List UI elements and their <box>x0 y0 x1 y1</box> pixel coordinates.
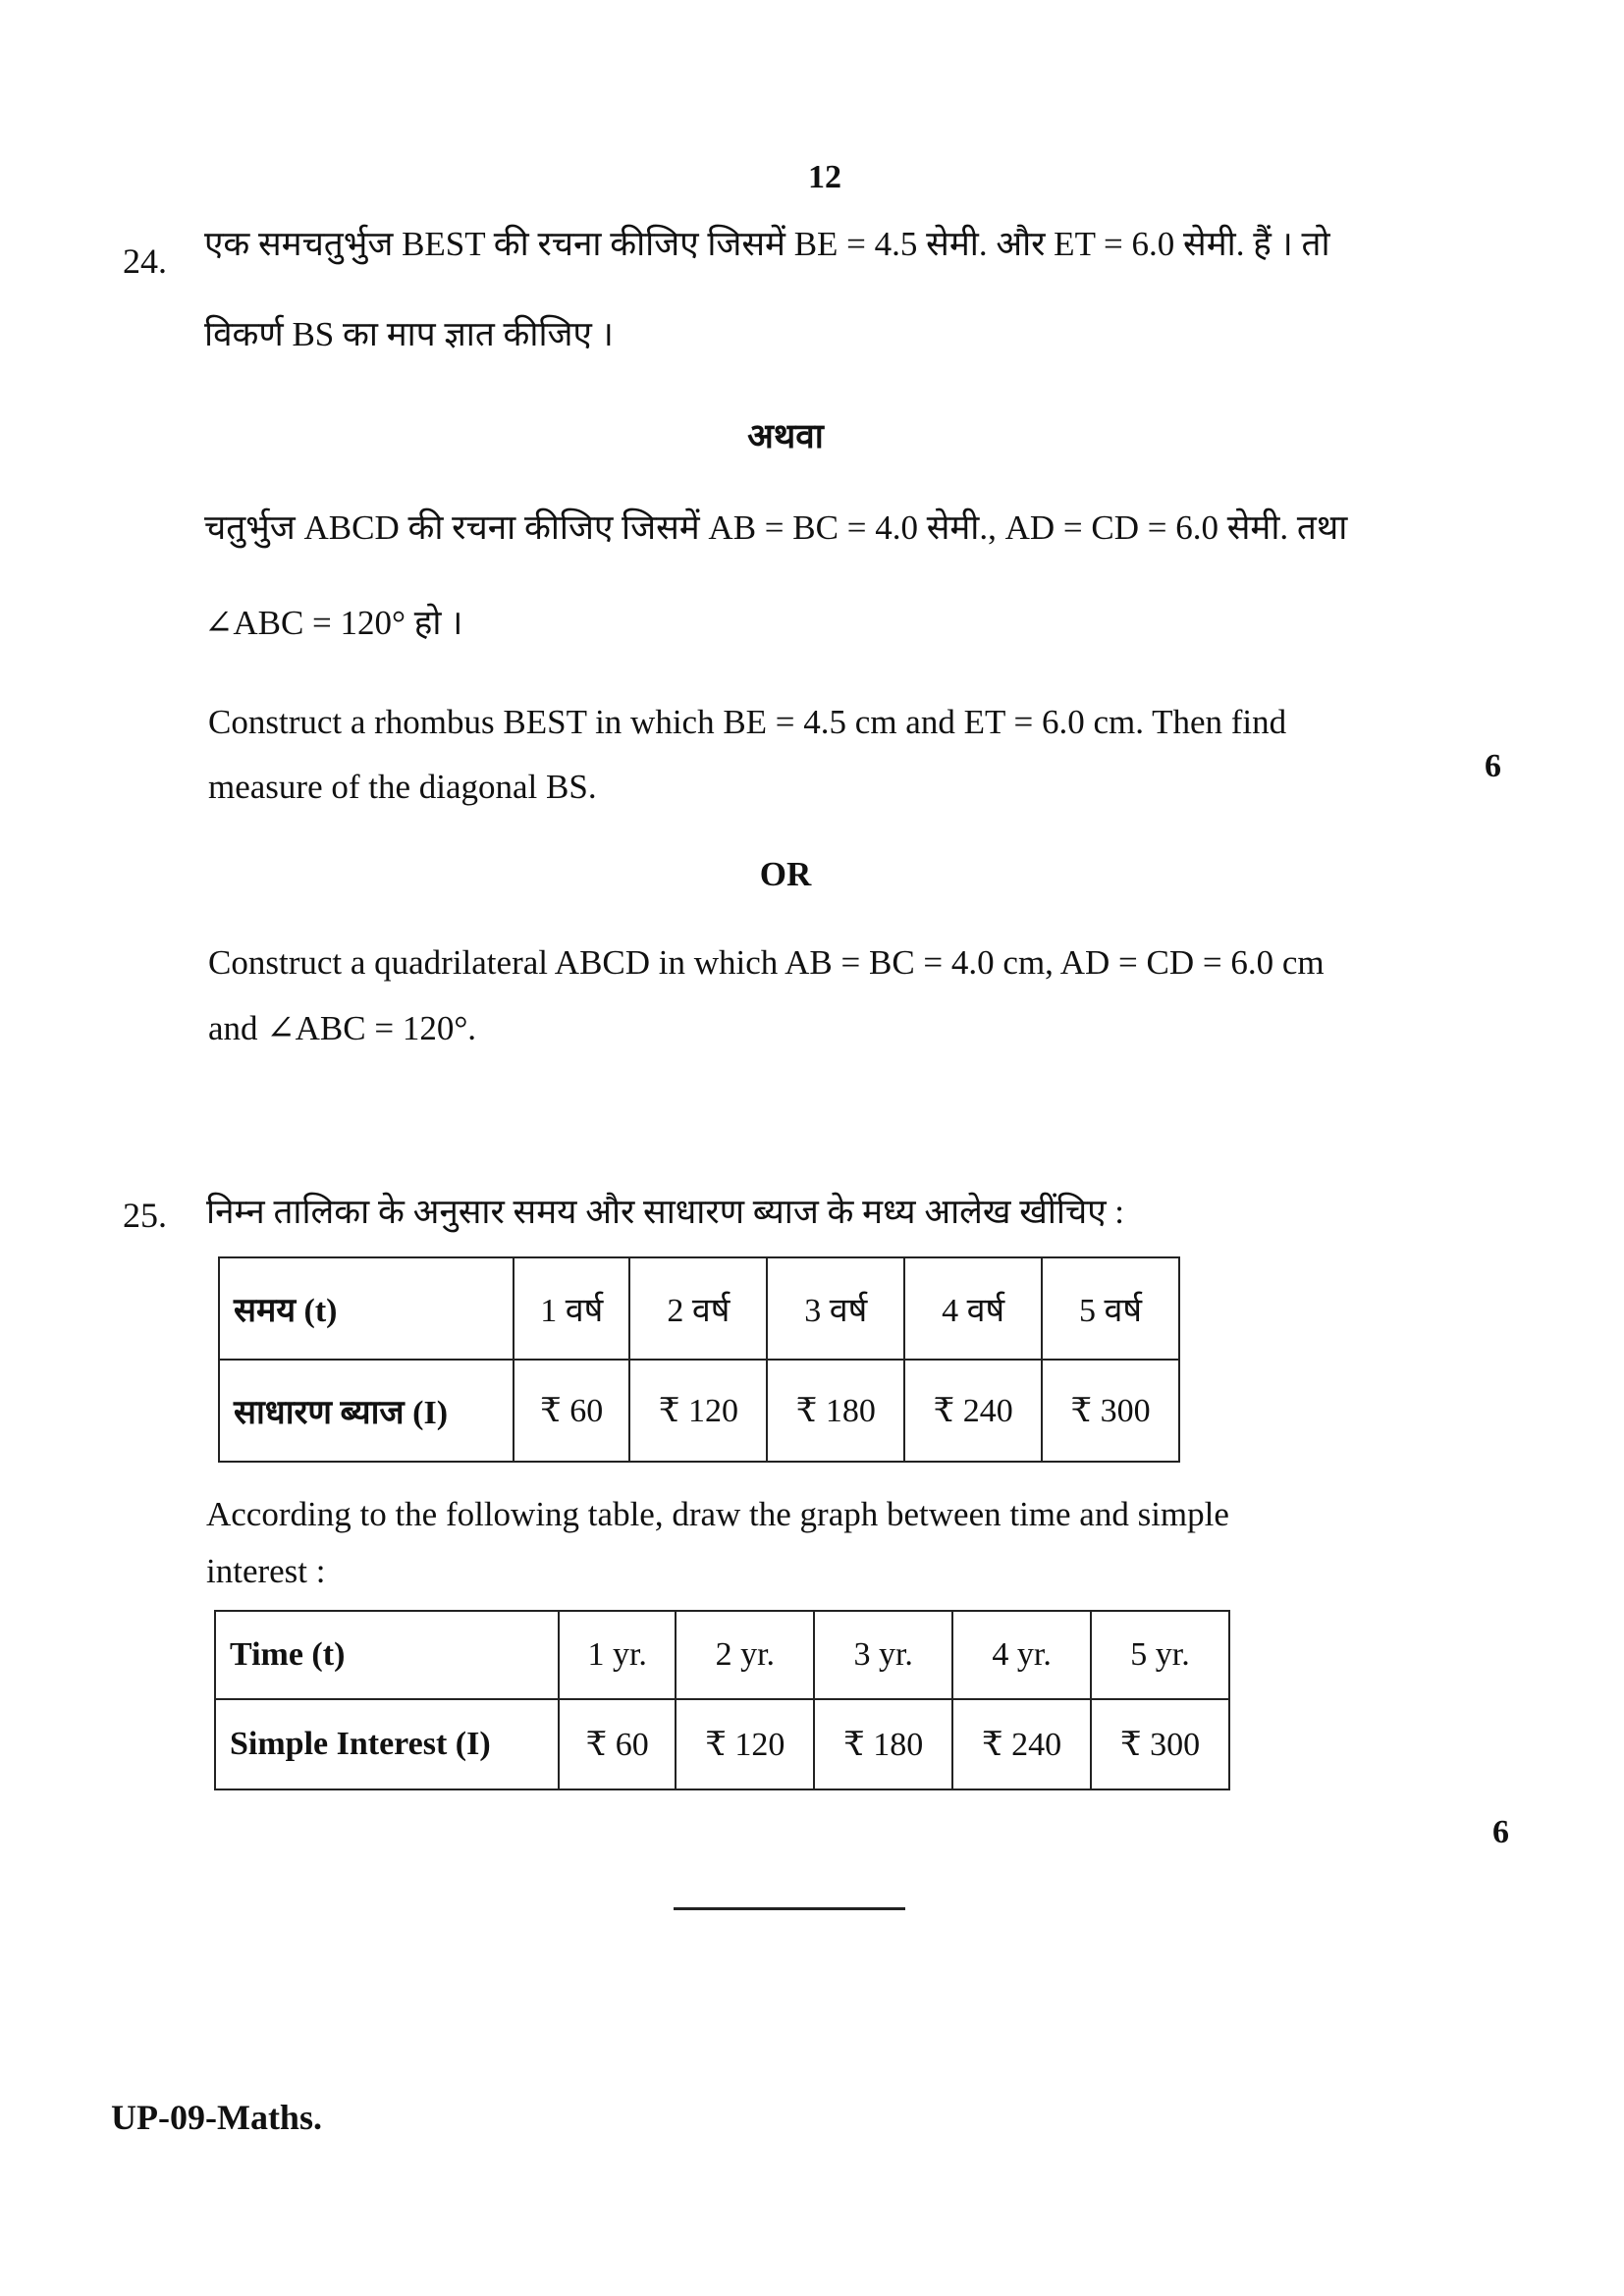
table-cell: ₹ 120 <box>629 1360 767 1462</box>
table-row <box>215 1699 1229 1789</box>
table-cell: ₹ 300 <box>1091 1699 1229 1789</box>
q25-hindi-prompt: निम्न तालिका के अनुसार समय और साधारण ब्याज के मध्य आलेख खींचिए : <box>206 1193 1125 1231</box>
table-cell: ₹ 240 <box>904 1360 1042 1462</box>
table-row <box>219 1360 1179 1462</box>
q25-english-prompt-line-1: According to the following table, draw the graph between time and simple <box>206 1495 1229 1533</box>
question-24-number: 24. <box>123 241 167 281</box>
table-cell: ₹ 300 <box>1042 1360 1179 1462</box>
english-data-table <box>214 1610 1230 1790</box>
table-row <box>215 1611 1229 1699</box>
page-number: 12 <box>808 159 841 195</box>
table-cell: ₹ 60 <box>514 1360 629 1462</box>
table-cell: 2 yr. <box>676 1611 814 1699</box>
q24-english-or: OR <box>759 855 812 893</box>
q24-english-line-2: measure of the diagonal BS. <box>208 768 597 806</box>
q24-hindi-line-1: एक समचतुर्भुज BEST की रचना कीजिए जिसमें BE = 4.5 सेमी. और ET = 6.0 सेमी. हैं । तो <box>204 225 1330 263</box>
hindi-data-table <box>218 1256 1180 1463</box>
table-cell: 3 yr. <box>814 1611 952 1699</box>
table-cell: ₹ 180 <box>767 1360 904 1462</box>
q24-english-line-1: Construct a rhombus BEST in which BE = 4.5 cm and ET = 6.0 cm. Then find <box>208 703 1287 741</box>
table-cell: 1 yr. <box>559 1611 676 1699</box>
table-row-header: Time (t) <box>215 1611 559 1699</box>
q24-marks: 6 <box>1485 748 1501 784</box>
q24-hindi-alt-line-1: चतुर्भुज ABCD की रचना कीजिए जिसमें AB = BC = 4.0 सेमी., AD = CD = 6.0 सेमी. तथा <box>204 508 1348 547</box>
q24-hindi-line-2: विकर्ण BS का माप ज्ञात कीजिए । <box>204 315 614 353</box>
q24-english-alt-line-1: Construct a quadrilateral ABCD in which AB = BC = 4.0 cm, AD = CD = 6.0 cm <box>208 943 1325 982</box>
table-cell: ₹ 240 <box>952 1699 1091 1789</box>
question-25-number: 25. <box>123 1196 167 1235</box>
table-row-header: समय (t) <box>219 1257 514 1360</box>
table-cell: 4 वर्ष <box>904 1257 1042 1360</box>
table-cell: 3 वर्ष <box>767 1257 904 1360</box>
end-divider <box>674 1907 905 1910</box>
q24-hindi-alt-line-2: ∠ABC = 120° हो । <box>204 604 463 642</box>
table-cell: ₹ 60 <box>559 1699 676 1789</box>
table-cell: ₹ 180 <box>814 1699 952 1789</box>
table-cell: ₹ 120 <box>676 1699 814 1789</box>
table-cell: 4 yr. <box>952 1611 1091 1699</box>
footer-code: UP-09-Maths. <box>111 2098 322 2137</box>
q24-english-alt-line-2: and ∠ABC = 120°. <box>208 1009 477 1047</box>
q25-english-prompt-line-2: interest : <box>206 1552 326 1590</box>
q24-hindi-or: अथवा <box>747 417 824 455</box>
table-row <box>219 1257 1179 1360</box>
table-row-header: Simple Interest (I) <box>215 1699 559 1789</box>
table-cell: 2 वर्ष <box>629 1257 767 1360</box>
table-cell: 5 वर्ष <box>1042 1257 1179 1360</box>
table-cell: 5 yr. <box>1091 1611 1229 1699</box>
q25-marks: 6 <box>1492 1814 1509 1850</box>
table-cell: 1 वर्ष <box>514 1257 629 1360</box>
table-row-header: साधारण ब्याज (I) <box>219 1360 514 1462</box>
